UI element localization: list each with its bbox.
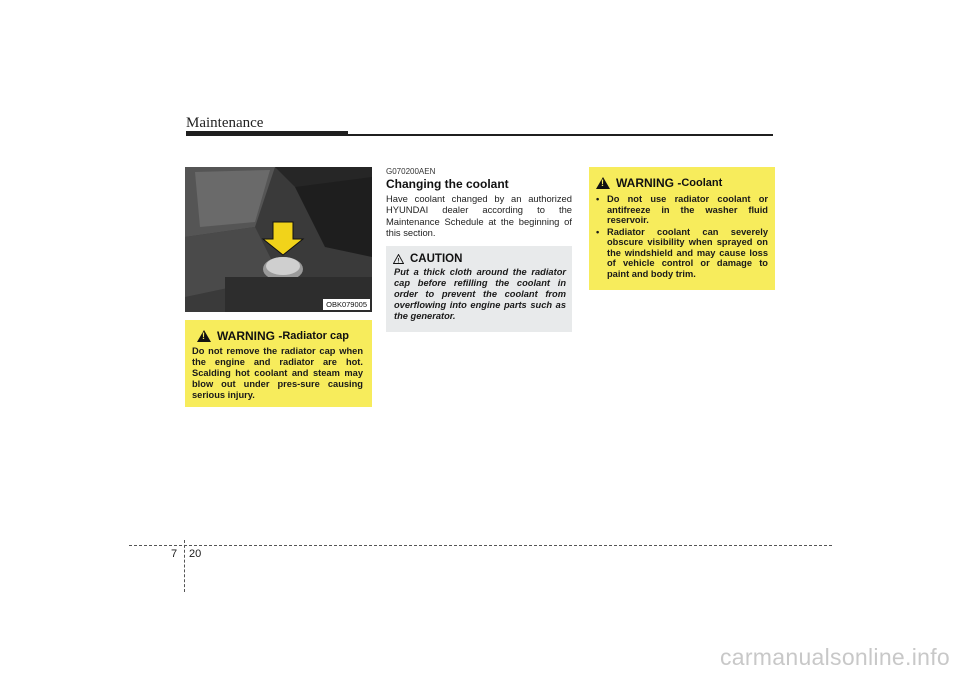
article-code: G070200AEN: [386, 167, 436, 176]
caution-title: CAUTION: [410, 253, 463, 265]
header-rule-thick: [186, 131, 348, 136]
section-title: Maintenance: [186, 115, 264, 131]
watermark: carmanualsonline.info: [719, 644, 950, 670]
engine-photo: [185, 167, 372, 312]
warning-subtitle: Radiator cap: [282, 330, 349, 342]
warning-icon: [596, 177, 610, 189]
caution-box: [386, 246, 572, 332]
warning-title: WARNING -: [616, 176, 682, 190]
footer-vertical-divider: [184, 540, 185, 592]
footer-divider: [129, 545, 832, 546]
caution-icon: [393, 254, 404, 264]
warning-list: [596, 194, 768, 279]
article-paragraph: Have coolant changed by an authorized HYUNDAI dealer according to the Maintenance Schedule at the beginning of this section.: [386, 193, 572, 239]
warning-icon: [197, 330, 211, 342]
list-item: • Radiator coolant can severely obscure visibility when sprayed on the windshield and may cause loss of vehicle control or damage to paint and body trim.: [596, 227, 768, 280]
photo-code: OBK079005: [323, 299, 370, 310]
warning-text: Do not remove the radiator cap when the engine and radiator are hot. Scalding hot coolant and steam may blow out under pres-sure causing serious injury.: [192, 346, 363, 400]
header-rule-thin: [348, 134, 773, 136]
caution-text: Put a thick cloth around the radiator cap before refilling the coolant in order to prevent the coolant from overflowing into engine parts such as the generator.: [394, 267, 566, 321]
article-heading: Changing the coolant: [386, 177, 509, 191]
coolant-warning: [589, 167, 775, 290]
list-item: • Do not use radiator coolant or antifreeze in the washer fluid reservoir.: [596, 194, 768, 226]
radiator-cap-warning: [185, 320, 372, 407]
svg-text:!: !: [397, 258, 400, 264]
page-number: 20: [189, 548, 202, 560]
chapter-number: 7: [171, 548, 178, 560]
warning-subtitle: Coolant: [681, 177, 723, 189]
warning-title: WARNING -: [217, 329, 283, 343]
